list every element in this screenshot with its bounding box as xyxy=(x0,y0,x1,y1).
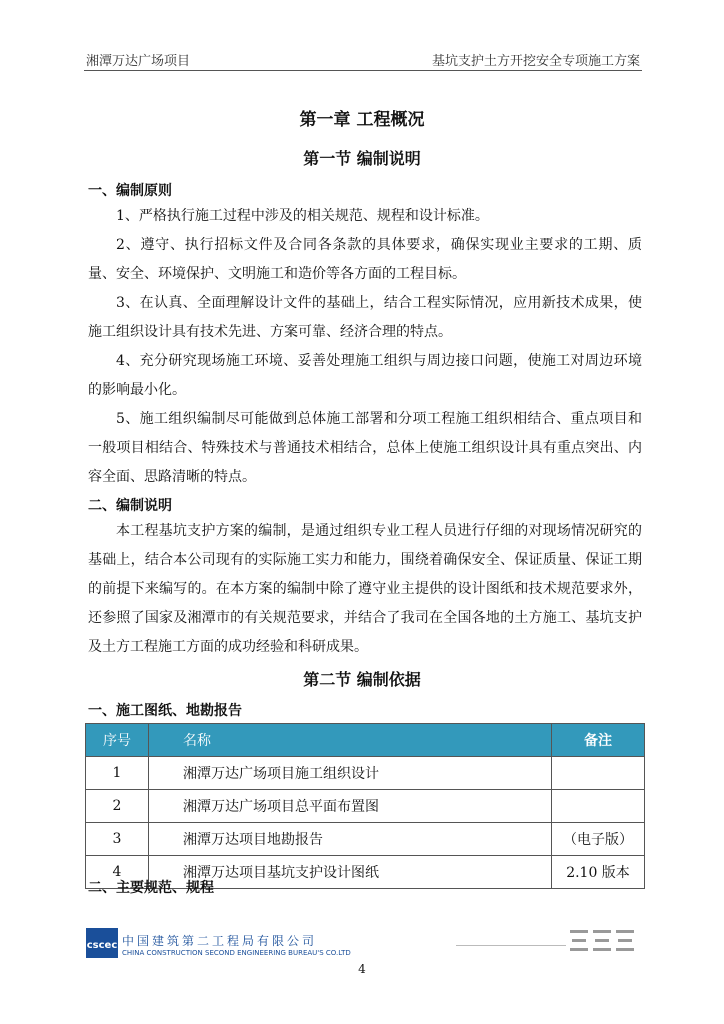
cell-number: 2 xyxy=(86,790,149,823)
page-number: 4 xyxy=(358,962,366,976)
header-project-name: 湘潭万达广场项目 xyxy=(86,54,191,69)
cell-name: 湘潭万达项目地勘报告 xyxy=(149,823,552,856)
paragraph-principle-5: 5、施工组织编制尽可能做到总体施工部署和分项工程施工组织相结合、重点项目和一般项目相结合、特殊技术与普通技术相结合，总体上使施工组织设计具有重点突出、内容全面、思路清晰的特点。 xyxy=(88,411,642,485)
logo-text: cscec xyxy=(86,940,118,951)
company-logo-icon xyxy=(86,928,118,962)
cell-number: 4 xyxy=(86,856,149,889)
paragraph-explanation: 本工程基坑支护方案的编制，是通过组织专业工程人员进行仔细的对现场情况研究的基础上，结合本公司现有的实际施工实力和能力，围绕着确保安全、保证质量、保证工期的前提下来编写的。在本方案的编制中除了遵守业主提供的设计图纸和技术规范要求外，还参照了国家及湘潭市的有关规范要求，并结合了我司在全国各地的土方施工、基坑支护及土方工程施工方面的成功经验和科研成果。 xyxy=(88,523,642,655)
cell-name: 湘潭万达广场项目总平面布置图 xyxy=(149,790,552,823)
header-document-title: 基坑支护土方开挖安全专项施工方案 xyxy=(431,54,640,69)
paragraph-principle-4: 4、充分研究现场施工环境、妥善处理施工组织与周边接口问题，使施工对周边环境的影响最小化。 xyxy=(88,353,642,398)
footer-divider xyxy=(456,945,566,946)
heading-drawings-reports: 一、施工图纸、地勘报告 xyxy=(88,703,242,719)
heading-compilation-explanation: 二、编制说明 xyxy=(88,498,172,514)
company-name-en: CHINA CONSTRUCTION SECOND ENGINEERING BUREAU'S CO.LTD xyxy=(122,949,351,957)
paragraph-principle-3: 3、在认真、全面理解设计文件的基础上，结合工程实际情况，应用新技术成果，使施工组织设计具有技术先进、方案可靠、经济合理的特点。 xyxy=(88,295,642,340)
cell-number: 3 xyxy=(86,823,149,856)
cell-number: 1 xyxy=(86,757,149,790)
header-divider xyxy=(84,70,642,71)
section-title-compilation-basis: 第二节 编制依据 xyxy=(303,670,421,689)
table-row xyxy=(86,823,645,856)
cell-remark: 2.10 版本 xyxy=(552,856,645,889)
paragraph-principle-2: 2、遵守、执行招标文件及合同各条款的具体要求，确保实现业主要求的工期、质量、安全、环境保护、文明施工和造价等各方面的工程目标。 xyxy=(88,237,642,282)
table-header-row xyxy=(86,724,645,757)
section-title-compilation-notes: 第一节 编制说明 xyxy=(303,149,421,168)
heading-main-specifications: 二、主要规范、规程 xyxy=(88,880,214,896)
table-row xyxy=(86,757,645,790)
cell-remark xyxy=(552,790,645,823)
column-header-remark: 备注 xyxy=(552,724,645,757)
cell-remark xyxy=(552,757,645,790)
cell-remark: （电子版） xyxy=(552,823,645,856)
table-row xyxy=(86,790,645,823)
basis-table xyxy=(85,723,645,889)
paragraph-principle-1: 1、严格执行施工过程中涉及的相关规范、规程和设计标准。 xyxy=(116,208,489,224)
heading-principles: 一、编制原则 xyxy=(88,183,172,199)
chapter-title: 第一章 工程概况 xyxy=(299,110,425,130)
cell-name: 湘潭万达项目基坑支护设计图纸 xyxy=(149,856,552,889)
column-header-name: 名称 xyxy=(149,724,552,757)
column-header-number: 序号 xyxy=(86,724,149,757)
cell-name: 湘潭万达广场项目施工组织设计 xyxy=(149,757,552,790)
footer-decoration-icon xyxy=(570,928,636,958)
company-name-cn: 中国建筑第二工程局有限公司 xyxy=(122,934,318,948)
